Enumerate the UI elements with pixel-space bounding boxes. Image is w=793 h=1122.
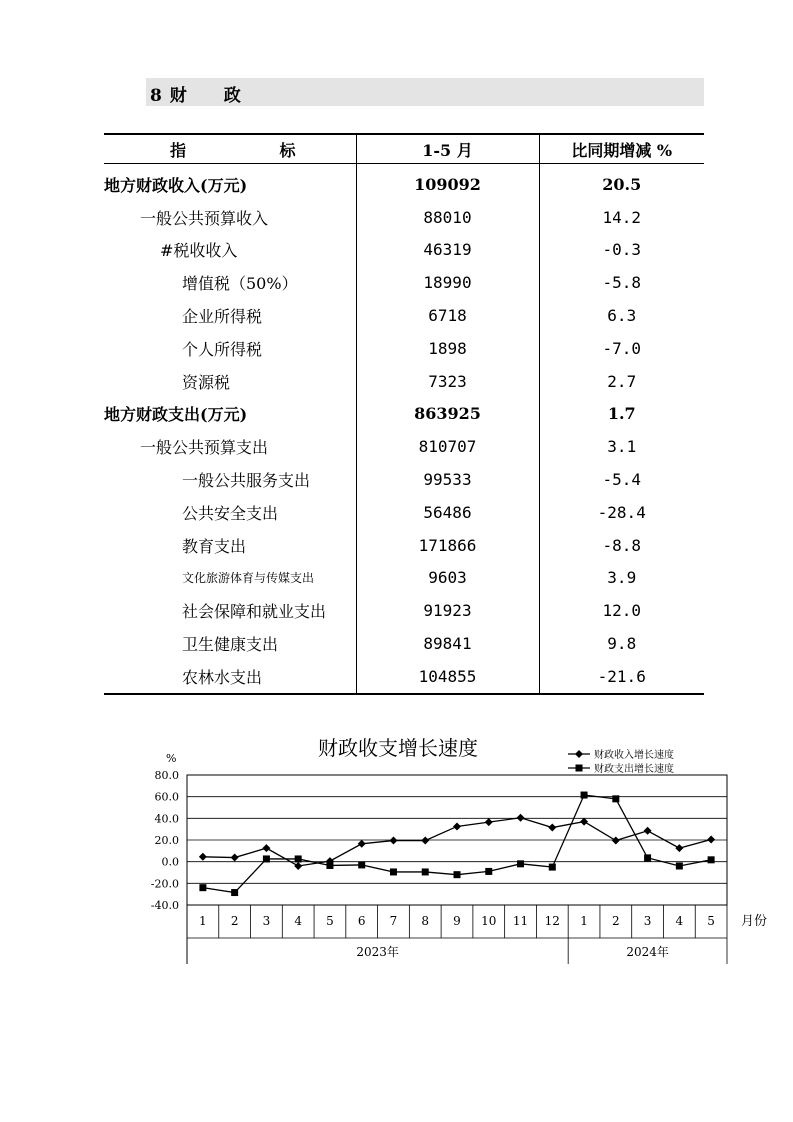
row-change: 6.3	[539, 299, 704, 332]
data-point	[485, 868, 492, 875]
row-label: 地方财政收入(万元)	[104, 175, 248, 195]
data-point	[231, 854, 239, 862]
data-point	[358, 840, 366, 848]
chart-title: 财政收支增长速度	[318, 736, 478, 760]
row-change: 1.7	[539, 398, 704, 431]
row-change: -8.8	[539, 529, 704, 562]
row-change: 3.9	[539, 562, 704, 595]
y-tick-label: 0.0	[161, 855, 179, 869]
data-point	[199, 884, 206, 891]
data-point	[454, 871, 461, 878]
x-tick-label: 4	[675, 914, 684, 928]
row-value: 91923	[356, 594, 539, 627]
header-change: 比同期增减 %	[539, 134, 704, 164]
row-label: 一般公共预算支出	[140, 438, 269, 458]
data-point	[453, 822, 461, 830]
row-value: 109092	[356, 164, 539, 201]
x-tick-label: 5	[326, 914, 334, 928]
row-value: 171866	[356, 529, 539, 562]
row-label: 文化旅游体育与传媒支出	[182, 571, 315, 586]
data-point	[262, 844, 270, 852]
y-tick-label: -40.0	[150, 899, 179, 912]
row-value: 56486	[356, 496, 539, 529]
x-group-label: 2024年	[626, 945, 669, 959]
row-change: -28.4	[539, 496, 704, 529]
row-change: -0.3	[539, 234, 704, 267]
row-label: 地方财政支出(万元)	[104, 405, 248, 425]
x-tick-label: 2	[230, 914, 239, 928]
table-row	[104, 398, 704, 431]
row-value: 863925	[356, 398, 539, 431]
table-row	[104, 496, 704, 529]
table-row	[104, 594, 704, 627]
row-label: 增值税（50%）	[182, 274, 298, 294]
data-point	[517, 860, 524, 867]
x-tick-label: 1	[580, 914, 588, 928]
row-change: 3.1	[539, 430, 704, 463]
growth-chart	[130, 722, 770, 972]
data-point	[676, 863, 683, 870]
row-label: 一般公共服务支出	[182, 471, 311, 491]
data-point	[295, 855, 302, 862]
row-change: 2.7	[539, 365, 704, 398]
x-tick-label: 1	[199, 914, 207, 928]
table-row	[104, 529, 704, 562]
data-point	[644, 854, 651, 861]
table-row	[104, 627, 704, 660]
row-change: -7.0	[539, 332, 704, 365]
data-point	[612, 795, 619, 802]
row-label: 企业所得税	[182, 307, 263, 327]
data-point	[231, 889, 238, 896]
row-label: 社会保障和就业支出	[182, 602, 327, 622]
row-change: -21.6	[539, 660, 704, 694]
data-point	[548, 824, 556, 832]
data-point	[707, 835, 715, 843]
table-row	[104, 430, 704, 463]
data-point	[199, 853, 207, 861]
x-axis-label: 月份	[741, 914, 768, 929]
x-tick-label: 3	[643, 914, 652, 928]
row-change: -5.8	[539, 266, 704, 299]
header-indicator-b: 标	[279, 140, 296, 160]
data-point	[294, 862, 302, 870]
row-value: 1898	[356, 332, 539, 365]
y-tick-label: 60.0	[154, 790, 179, 804]
row-label: 农林水支出	[104, 660, 356, 694]
legend-marker	[576, 765, 583, 772]
row-value: 46319	[356, 234, 539, 267]
data-point	[263, 855, 270, 862]
finance-table	[104, 133, 704, 695]
table-row	[104, 660, 704, 694]
x-tick-label: 9	[453, 914, 461, 928]
row-label: 卫生健康支出	[182, 635, 279, 655]
row-change: 14.2	[539, 201, 704, 234]
data-point	[708, 856, 715, 863]
row-value: 104855	[356, 660, 539, 694]
row-label: 一般公共预算收入	[140, 208, 269, 228]
table-row	[104, 299, 704, 332]
row-change: 9.8	[539, 627, 704, 660]
x-tick-label: 12	[544, 914, 560, 928]
x-tick-label: 8	[421, 914, 430, 928]
row-value: 18990	[356, 266, 539, 299]
data-point	[326, 862, 333, 869]
x-group-label: 2023年	[356, 945, 399, 959]
row-label: #税收收入	[160, 241, 238, 261]
x-tick-label: 11	[512, 914, 529, 928]
row-label: 教育支出	[182, 536, 247, 556]
header-indicator-a: 指	[170, 140, 187, 160]
data-point	[485, 818, 493, 826]
table-row	[104, 562, 704, 595]
y-tick-label: -20.0	[150, 877, 179, 891]
y-tick-label: 20.0	[154, 834, 179, 847]
legend-marker	[575, 750, 583, 758]
legend-label: 财政收入增长速度	[594, 750, 674, 761]
row-label: 资源税	[182, 372, 231, 392]
data-point	[644, 827, 652, 835]
y-axis-unit: %	[166, 752, 177, 765]
data-point	[581, 792, 588, 799]
table-row	[104, 201, 704, 234]
row-value: 88010	[356, 201, 539, 234]
x-tick-label: 3	[262, 914, 271, 928]
row-value: 810707	[356, 430, 539, 463]
x-tick-label: 7	[389, 914, 398, 928]
x-tick-label: 4	[294, 914, 302, 928]
section-title: 8 财 政	[150, 86, 242, 106]
row-value: 6718	[356, 299, 539, 332]
data-point	[517, 814, 525, 822]
table-row	[104, 234, 704, 267]
table-row	[104, 332, 704, 365]
data-point	[358, 861, 365, 868]
row-change: 12.0	[539, 594, 704, 627]
row-change: -5.4	[539, 463, 704, 496]
data-point	[580, 818, 588, 826]
table-row	[104, 365, 704, 398]
data-point	[549, 864, 556, 871]
row-label: 个人所得税	[182, 339, 263, 359]
legend-label: 财政支出增长速度	[594, 764, 674, 775]
row-change: 20.5	[539, 164, 704, 201]
row-value: 7323	[356, 365, 539, 398]
row-value: 9603	[356, 562, 539, 595]
data-point	[389, 837, 397, 845]
row-label: 公共安全支出	[182, 503, 279, 523]
data-point	[612, 837, 620, 845]
table-row	[104, 266, 704, 299]
table-header-row	[104, 134, 704, 164]
row-value: 99533	[356, 463, 539, 496]
y-tick-label: 40.0	[154, 812, 179, 826]
x-tick-label: 2	[612, 914, 620, 928]
x-tick-label: 10	[481, 914, 497, 928]
header-period: 1-5 月	[356, 134, 539, 164]
data-point	[390, 868, 397, 875]
x-tick-label: 5	[707, 914, 715, 928]
data-point	[421, 837, 429, 845]
table-row	[104, 463, 704, 496]
row-value: 89841	[356, 627, 539, 660]
data-point	[675, 844, 683, 852]
table-row	[104, 164, 704, 201]
x-tick-label: 6	[357, 914, 366, 928]
y-tick-label: 80.0	[154, 769, 179, 782]
section-header	[146, 78, 704, 106]
header-indicator	[104, 134, 356, 164]
data-point	[422, 868, 429, 875]
